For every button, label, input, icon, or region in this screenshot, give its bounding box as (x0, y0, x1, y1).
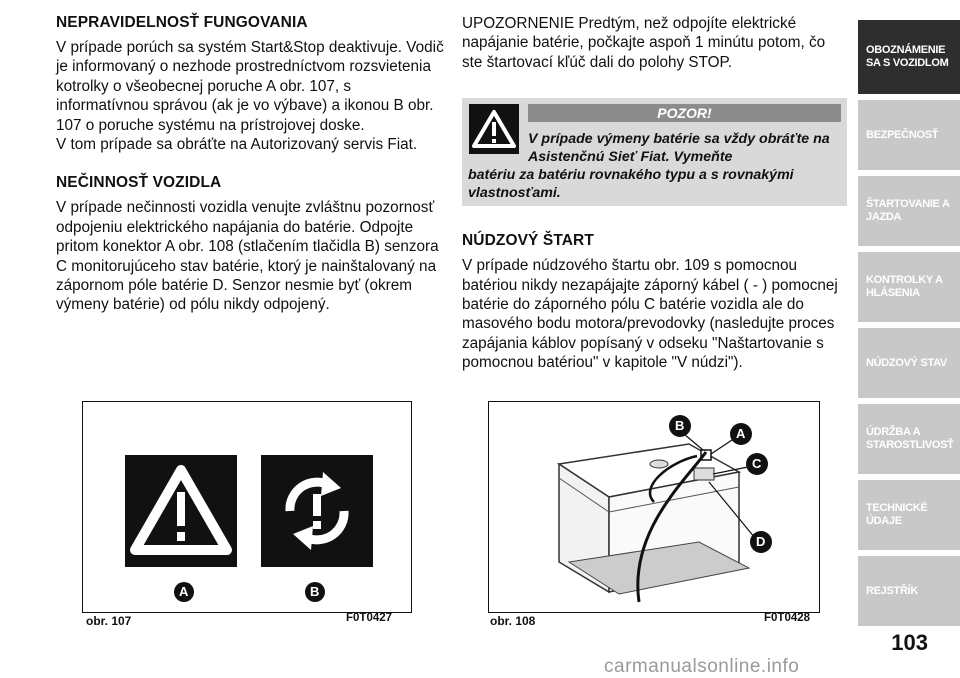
warning-text-2: batériu za batériu rovnakého typu a s rovnakými vlastnosťami. (468, 167, 794, 202)
heading-malfunction: NEPRAVIDELNOSŤ FUNGOVANIA (56, 14, 308, 31)
figure-107-code: F0T0427 (346, 612, 393, 624)
paragraph-service: V tom prípade sa obráťte na Autorizovaný servis Fiat. (56, 136, 418, 154)
fig1-label-a: A (179, 584, 189, 599)
tab-index[interactable] (858, 556, 960, 626)
tab-label: REJSTŘÍK (866, 584, 918, 597)
figure-108 (488, 401, 820, 613)
figure-107-caption: obr. 107 (86, 614, 132, 628)
warning-box (462, 98, 847, 206)
tab-label: ÚDRŽBA A STAROSTLIVOSŤ (866, 426, 954, 451)
heading-inactivity: NEČINNOSŤ VOZIDLA (56, 174, 222, 192)
tab-label: NÚDZOVÝ STAV (866, 356, 947, 369)
chapter-sidebar (858, 0, 960, 678)
tab-label: ŠTARTOVANIE A JAZDA (866, 198, 950, 223)
fig2-label-a: A (736, 426, 746, 441)
tab-getting-to-know[interactable] (858, 20, 960, 94)
fig2-label-c: C (752, 456, 762, 471)
paragraph-notice: UPOZORNENIE Predtým, než odpojíte elektrické napájanie batérie, počkajte aspoň 1 minútu potom, čo ste štartovací kľúč dali do polohy STOP. (462, 15, 826, 71)
tab-technical-data[interactable] (858, 480, 960, 550)
figure-107 (82, 401, 412, 613)
tab-emergency[interactable] (858, 328, 960, 398)
tab-label: TECHNICKÉ ÚDAJE (866, 502, 928, 527)
battery-illustration (489, 402, 819, 612)
right-column (462, 14, 847, 373)
sensor-c (694, 468, 714, 480)
left-column (56, 14, 446, 315)
paragraph-malfunction: V prípade porúch sa systém Start&Stop deaktivuje. Vodič je informovaný o nezhode prostredníctvom rozsvietenia kotrolky o všeobecnej poruche A obr. 107, s informatívnou správou (ak je vo výbave) a ikonou B obr. 107 o poruche systému na prístrojovej doske. (56, 39, 444, 134)
paragraph-emergency-start: V prípade núdzového štartu obr. 109 s pomocnou batériou nikdy nezapájajte záporný kábel ( - ) pomocnej batérie do záporného pólu C batérie vozidla ale do masového bodu motora/prevodovky (nasledujte proces zapájania káblov popísaný v odseku "Naštartovanie s pomocnou batériou" v kapitole "V núdzi"). (462, 257, 838, 372)
tab-label: KONTROLKY A HLÁSENIA (866, 274, 943, 299)
tab-warning-lights[interactable] (858, 252, 960, 322)
tab-safety[interactable] (858, 100, 960, 170)
tab-maintenance[interactable] (858, 404, 960, 474)
figure-108-code: F0T0428 (764, 612, 811, 624)
warning-title: POZOR! (528, 104, 841, 122)
warning-triangle-icon (469, 104, 519, 154)
tab-starting-driving[interactable] (858, 176, 960, 246)
watermark: carmanualsonline.info (604, 656, 800, 677)
page-number: 103 (891, 630, 928, 655)
tab-label: BEZPEČNOSŤ (866, 128, 939, 141)
fig1-label-b: B (310, 584, 320, 599)
heading-emergency-start: NÚDZOVÝ ŠTART (462, 232, 594, 250)
tab-label: OBOZNÁMENIE SA S VOZIDLOM (866, 44, 949, 69)
warning-text-1: V prípade výmeny batérie sa vždy obráťte na Asistenčnú Sieť Fiat. Vymeňte (528, 131, 830, 166)
figure-108-caption: obr. 108 (490, 614, 536, 628)
figure-107-illustration (83, 402, 411, 612)
paragraph-inactivity: V prípade nečinnosti vozidla venujte zvláštnu pozornosť odpojeniu elektrického napájania do batérie. Odpojte pritom konektor A obr. 108 (stlačením tlačidla B) senzora C monitorujúceho stav batérie, ktorý je nainštalovaný na zápornom póle batérie D. Senzor nesmie byť (okrem výmeny batérie) od pólu nikdy odpojený. (56, 199, 439, 314)
fig2-label-d: D (756, 534, 766, 549)
fig2-label-b: B (675, 418, 685, 433)
